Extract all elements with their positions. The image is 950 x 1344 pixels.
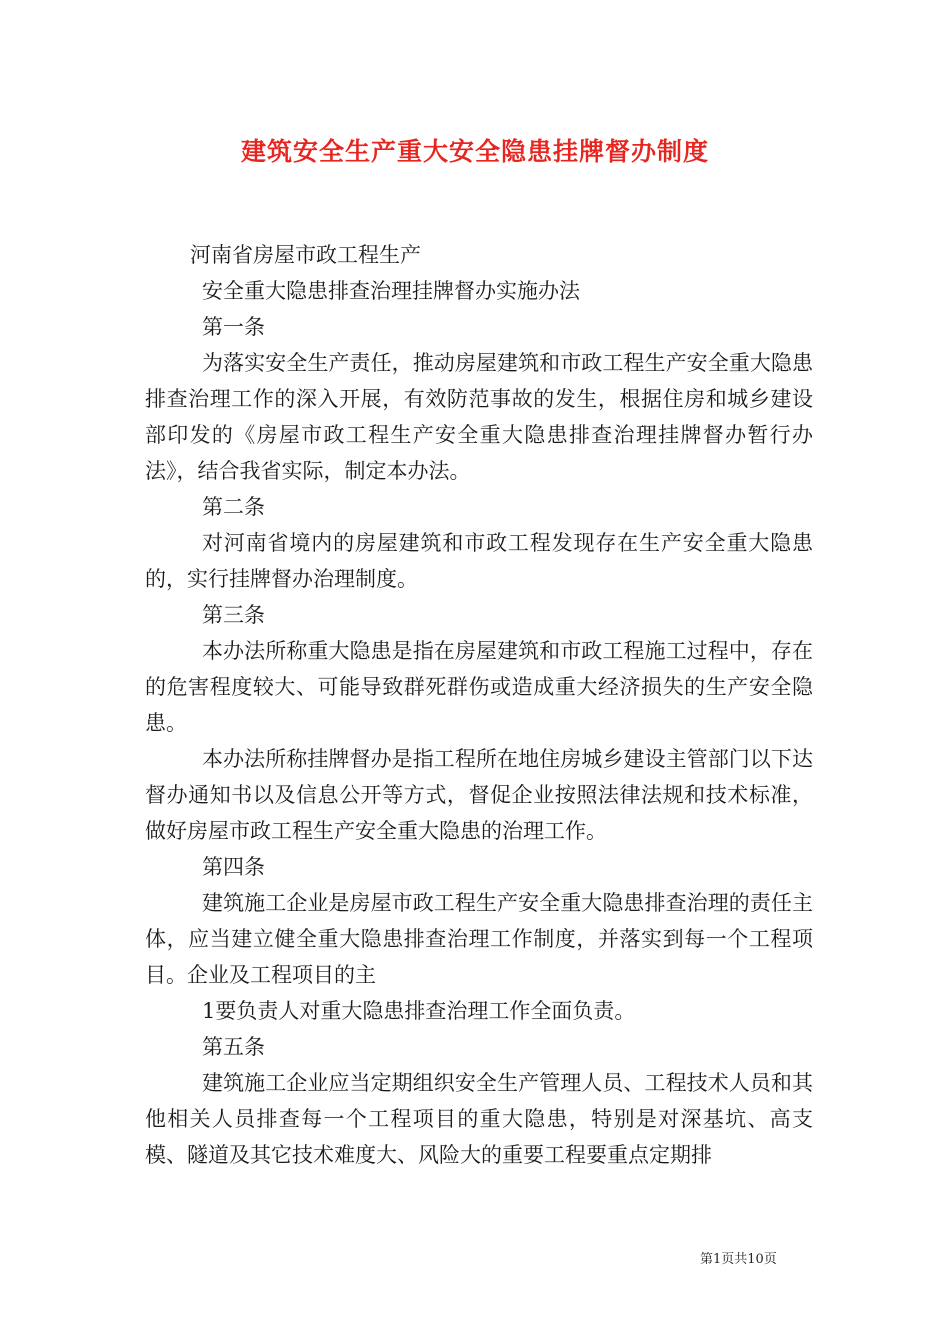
paragraph: 本办法所称挂牌督办是指工程所在地住房城乡建设主管部门以下达督办通知书以及信息公开等方式，督促企业按照法律法规和技术标准，做好房屋市政工程生产安全重大隐患的治理工作。: [145, 747, 813, 843]
article-heading-3: 第三条: [202, 603, 265, 627]
document-title: 建筑安全生产重大安全隐患挂牌督办制度: [240, 137, 709, 166]
document-body: [145, 237, 813, 1173]
paragraph-subtitle-2: 安全重大隐患排查治理挂牌督办实施办法: [202, 279, 580, 303]
paragraph: 为落实安全生产责任，推动房屋建筑和市政工程生产安全重大隐患排查治理工作的深入开展，有效防范事故的发生，根据住房和城乡建设部印发的《房屋市政工程生产安全重大隐患排查治理挂牌督办暂行办法》，结合我省实际，制定本办法。: [145, 351, 813, 483]
page-number-footer: 第1页共10页: [700, 1252, 777, 1267]
article-heading-1: 第一条: [202, 315, 265, 339]
paragraph: 1要负责人对重大隐患排查治理工作全面负责。: [202, 999, 636, 1023]
paragraph: 建筑施工企业应当定期组织安全生产管理人员、工程技术人员和其他相关人员排查每一个工程项目的重大隐患，特别是对深基坑、高支模、隧道及其它技术难度大、风险大的重要工程要重点定期排: [145, 1071, 813, 1167]
paragraph: 建筑施工企业是房屋市政工程生产安全重大隐患排查治理的责任主体，应当建立健全重大隐患排查治理工作制度，并落实到每一个工程项目。企业及工程项目的主: [145, 891, 813, 987]
paragraph-subtitle-1: 河南省房屋市政工程生产: [190, 243, 421, 267]
article-heading-4: 第四条: [202, 855, 265, 879]
paragraph: 对河南省境内的房屋建筑和市政工程发现存在生产安全重大隐患的，实行挂牌督办治理制度。: [145, 531, 813, 591]
paragraph: 本办法所称重大隐患是指在房屋建筑和市政工程施工过程中，存在的危害程度较大、可能导致群死群伤或造成重大经济损失的生产安全隐患。: [145, 639, 813, 735]
article-heading-2: 第二条: [202, 495, 265, 519]
article-heading-5: 第五条: [202, 1035, 265, 1059]
